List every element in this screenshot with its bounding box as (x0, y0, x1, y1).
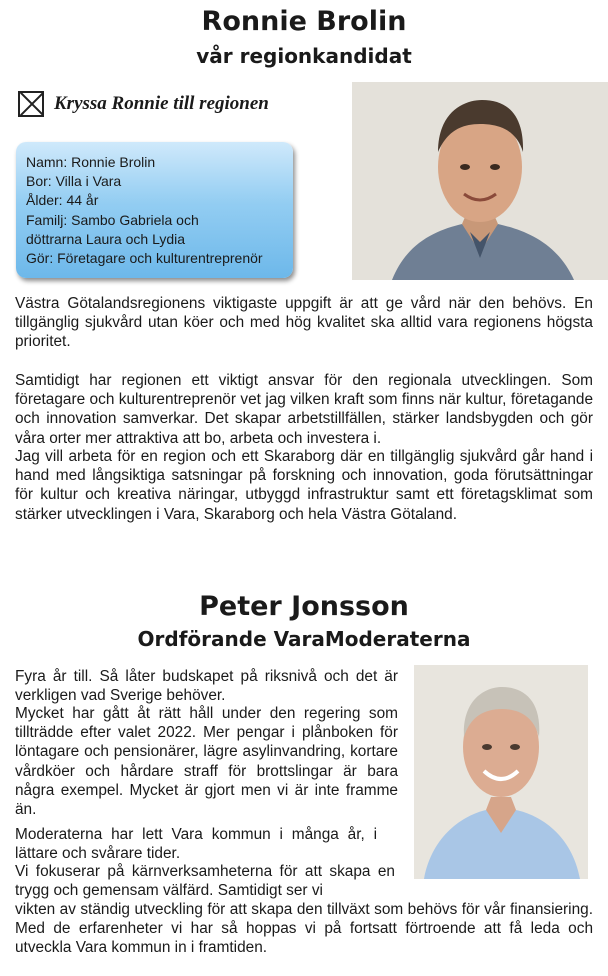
candidate1-paragraph-2: Samtidigt har regionen ett viktigt ansvar för den regionala utvecklingen. Som företagare och kulturentreprenör vet jag vilken kraft som finns när kultur, företagande och innovation samverkar. Det skapar arbetstillfällen, stärker landsbygden och gör våra orter mer attraktiva att bo, arbeta och investera i. (15, 372, 593, 447)
candidate1-subtitle: vår regionkandidat (196, 44, 412, 68)
candidate2-paragraph-4: Vi fokuserar på kärnverksamheterna för att skapa en trygg och gemensam välfärd. Samtidigt ser vi (15, 863, 395, 900)
info-occupation: Gör: Företagare och kulturentreprenör (26, 250, 263, 267)
candidate1-name: Ronnie Brolin (201, 6, 407, 37)
info-age: Ålder: 44 år (26, 192, 99, 209)
candidate2-subtitle: Ordförande VaraModeraterna (137, 627, 471, 651)
checked-box-icon (18, 91, 44, 117)
candidate2-paragraph-3: Moderaterna har lett Vara kommun i många år, i lättare och svårare tider. (15, 826, 377, 863)
info-residence: Bor: Villa i Vara (26, 173, 122, 190)
info-family: Familj: Sambo Gabriela och (26, 211, 199, 228)
vote-callout (18, 90, 269, 118)
candidate2-paragraph-5: vikten av ständig utveckling för att skapa den tillväxt som behövs för vår finansiering. Med de erfarenheter vi har så hoppas vi på fortsatt förtroende att få leda och utveckla Vara kommun in i framtiden. (15, 901, 593, 957)
vote-text: Kryssa Ronnie till regionen (54, 93, 269, 114)
candidate1-paragraph-3: Jag vill arbeta för en region och ett Skaraborg där en tillgänglig sjukvård går hand i hand med långsiktiga satsningar på forskning och innovation, goda förutsättningar för kultur och kreativa näringar, utbyggd infrastruktur samt ett företagsklimat som stärker utvecklingen i Vara, Skaraborg och hela Västra Götaland. (15, 448, 593, 523)
candidate2-photo (414, 665, 588, 879)
info-name: Namn: Ronnie Brolin (26, 154, 156, 170)
info-family-cont: döttrarna Laura och Lydia (26, 230, 186, 247)
candidate2-paragraph-1: Fyra år till. Så låter budskapet på riksnivå och det är verkligen vad Sverige behöver. (15, 668, 398, 705)
candidate1-photo (352, 82, 608, 280)
candidate1-paragraph-1: Västra Götalandsregionens viktigaste uppgift är att ge vård när den behövs. En tillgänglig sjukvård utan köer och med hög kvalitet ska alltid vara regionens högsta prioritet. (15, 295, 593, 351)
candidate2-paragraph-2: Mycket har gått åt rätt håll under den regering som tillträdde efter valet 2022. Mer pengar i plånboken för löntagare och pensionärer, lägre asylinvandring, kortare vårdköer och hårdare straff för brottslingar är bara några exempel. Mycket är gjort men vi är inte framme än. (15, 705, 398, 819)
candidate1-info-box (16, 142, 293, 278)
candidate2-name: Peter Jonsson (199, 591, 409, 622)
